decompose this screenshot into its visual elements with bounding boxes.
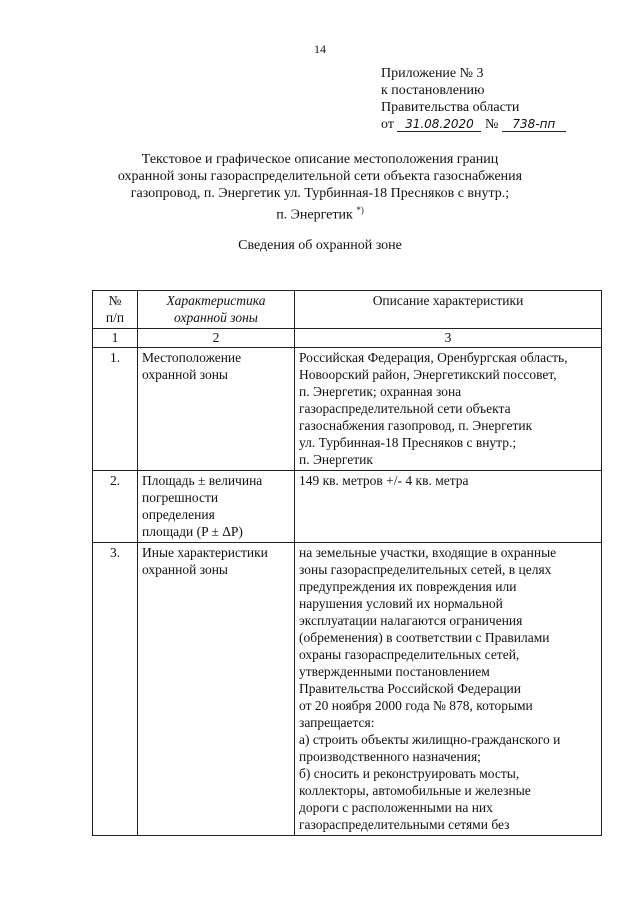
description-line: Российская Федерация, Оренбургская область, [299, 350, 568, 365]
header-characteristic-line: Характеристика [166, 293, 266, 308]
title-line-2: охранной зоны газораспределительной сети объекта газоснабжения [117, 169, 523, 184]
row-description [295, 348, 602, 471]
handwritten-number: 738-пп [502, 118, 566, 132]
characteristic-line: площади (P ± ΔP) [142, 524, 243, 539]
title-line-4-text: п. Энергетик [276, 207, 353, 223]
column-index: 2 [138, 329, 295, 348]
description-line: а) строить объекты жилищно-гражданского и [299, 732, 561, 747]
header-characteristic-line: охранной зоны [174, 310, 258, 325]
description-line: предупреждения их повреждения или [299, 579, 517, 594]
appendix-line-4 [381, 116, 566, 133]
description-line: Правительства Российской Федерации [299, 681, 521, 696]
title-line-1: Текстовое и графическое описание местоположения границ [141, 152, 499, 167]
description-line: газораспределительной сети объекта [299, 401, 511, 416]
table-row [93, 543, 602, 836]
appendix-line-3: Правительства области [381, 100, 520, 115]
table-header-row [93, 291, 602, 329]
description-line: утвержденными постановлением [299, 664, 490, 679]
description-line: 149 кв. метров +/- 4 кв. метра [299, 473, 469, 488]
description-line: запрещается: [299, 715, 375, 730]
from-label: от [381, 117, 394, 132]
page-number: 14 [314, 42, 326, 56]
description-line: п. Энергетик [299, 452, 373, 467]
header-no-line: п/п [105, 310, 125, 325]
row-characteristic [138, 543, 295, 836]
header-characteristic [138, 291, 295, 329]
row-number: 1. [93, 348, 138, 471]
description-line: производственного назначения; [299, 749, 481, 764]
header-description: Описание характеристики [295, 291, 602, 329]
description-line: эксплуатации налагаются ограничения [299, 613, 523, 628]
description-line: п. Энергетик; охранная зона [299, 384, 462, 399]
zone-table [92, 290, 602, 836]
characteristic-line: погрешности [142, 490, 219, 505]
description-line: Новоорский район, Энергетикский поссовет, [299, 367, 557, 382]
description-line: дороги с расположенными на них [299, 800, 493, 815]
document-title [90, 151, 550, 224]
table-row [93, 471, 602, 543]
characteristic-line: охранной зоны [142, 367, 229, 382]
footnote-mark: *) [356, 205, 364, 215]
row-number: 3. [93, 543, 138, 836]
description-line: охраны газораспределительных сетей, [299, 647, 520, 662]
characteristic-line: Площадь ± величина [142, 473, 263, 488]
description-line: б) сносить и реконструировать мосты, [299, 766, 520, 781]
description-line: от 20 ноября 2000 года № 878, которыми [299, 698, 533, 713]
characteristic-line: Местоположение [142, 350, 242, 365]
row-number: 2. [93, 471, 138, 543]
description-line: ул. Турбинная-18 Пресняков с внутр.; [299, 435, 517, 450]
appendix-line-1: Приложение № 3 [381, 66, 484, 81]
description-line: (обременения) в соответствии с Правилами [299, 630, 550, 645]
row-description [295, 471, 602, 543]
column-index: 3 [295, 329, 602, 348]
column-index: 1 [93, 329, 138, 348]
row-characteristic [138, 471, 295, 543]
handwritten-date: 31.08.2020 [397, 118, 481, 132]
characteristic-line: охранной зоны [142, 562, 229, 577]
title-line-3: газопровод, п. Энергетик ул. Турбинная-18 Пресняков с внутр.; [130, 186, 510, 201]
row-characteristic [138, 348, 295, 471]
characteristic-line: Иные характеристики [142, 545, 268, 560]
description-line: на земельные участки, входящие в охранные [299, 545, 557, 560]
section-title: Сведения об охранной зоне [238, 238, 402, 253]
appendix-block [381, 65, 566, 133]
appendix-line-2: к постановлению [381, 83, 485, 98]
description-line: нарушения условий их нормальной [299, 596, 503, 611]
description-line: газоснабжения газопровод, п. Энергетик [299, 418, 533, 433]
title-line-4 [90, 202, 550, 224]
header-no [93, 291, 138, 329]
row-description [295, 543, 602, 836]
description-line: зоны газораспределительных сетей, в целях [299, 562, 552, 577]
header-no-line: № [108, 293, 122, 308]
characteristic-line: определения [142, 507, 215, 522]
number-label: № [484, 117, 499, 132]
table-body [93, 348, 602, 836]
description-line: коллекторы, автомобильные и железные [299, 783, 531, 798]
column-index-row [93, 329, 602, 348]
description-line: газораспределительными сетями без [299, 817, 510, 832]
table-row [93, 348, 602, 471]
